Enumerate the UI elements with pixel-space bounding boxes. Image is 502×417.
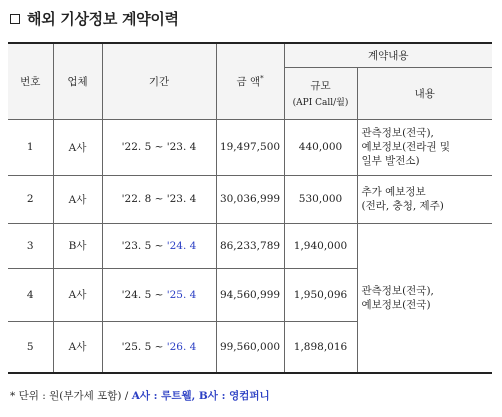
contract-history-table [8,42,492,374]
title-text: 해외 기상정보 계약이력 [27,10,179,28]
cell-amount: 30,036,999 [216,175,284,223]
cell-no: 4 [8,268,53,321]
cell-scale: 1,950,096 [284,268,357,321]
header-amount: 금 액* [216,43,284,119]
cell-no: 3 [8,223,53,268]
cell-scale: 1,898,016 [284,321,357,373]
header-contract: 계약내용 [284,43,492,67]
cell-no: 1 [8,119,53,175]
header-content: 내용 [357,67,492,119]
cell-no: 2 [8,175,53,223]
cell-company: B사 [53,223,102,268]
cell-scale: 530,000 [284,175,357,223]
cell-scale: 1,940,000 [284,223,357,268]
cell-company: A사 [53,268,102,321]
table-row [8,223,492,268]
checkbox-square-icon [10,14,20,24]
cell-no: 5 [8,321,53,373]
cell-scale: 440,000 [284,119,357,175]
cell-amount: 99,560,000 [216,321,284,373]
footnote: * 단위 : 원(부가세 포함) / A사 : 루트웰, B사 : 영컴퍼니 [10,390,270,402]
page-title [10,8,179,29]
cell-period: '24. 5 ~ '25. 4 [102,268,216,321]
cell-company: A사 [53,321,102,373]
cell-period: '23. 5 ~ '24. 4 [102,223,216,268]
cell-period: '25. 5 ~ '26. 4 [102,321,216,373]
cell-company: A사 [53,175,102,223]
cell-amount: 19,497,500 [216,119,284,175]
cell-period: '22. 8 ~ '23. 4 [102,175,216,223]
cell-content: 추가 예보정보 (전라, 충청, 제주) [357,175,492,223]
cell-amount: 86,233,789 [216,223,284,268]
header-scale: 규모 (API Call/월) [284,67,357,119]
header-period: 기간 [102,43,216,119]
cell-company: A사 [53,119,102,175]
cell-period: '22. 5 ~ '23. 4 [102,119,216,175]
header-company: 업체 [53,43,102,119]
header-no: 번호 [8,43,53,119]
table-row [8,175,492,223]
cell-amount: 94,560,999 [216,268,284,321]
table-row [8,119,492,175]
cell-content-merged: 관측정보(전국), 예보정보(전국) [357,223,492,373]
cell-content: 관측정보(전국), 예보정보(전라권 및 일부 발전소) [357,119,492,175]
